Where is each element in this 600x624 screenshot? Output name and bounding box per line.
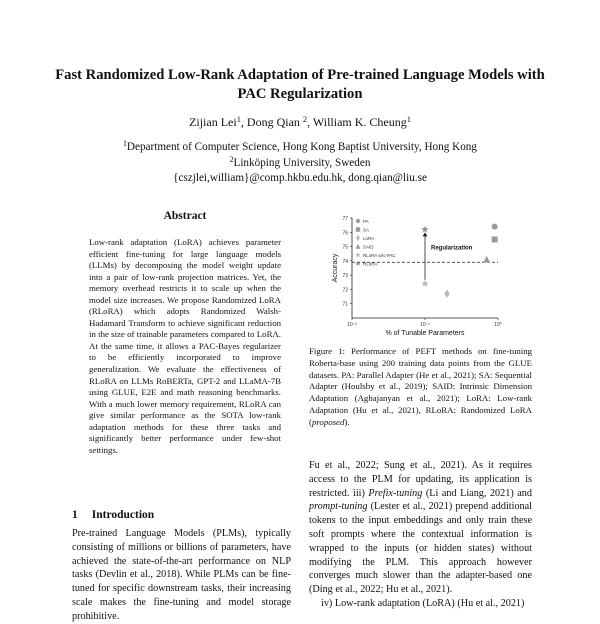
y-tick-label: 76 bbox=[342, 230, 348, 237]
text-run: (Lester et al., 2021) prepend additional tokens to the input embeddings and only train these soft prompts where the contextual information is wrapped to the inputs (or hidden states) without modifying the PLM. This approach however converges much slower than the adapter-based one (Ding et al., 2022; Hu et al., 2021). bbox=[309, 501, 532, 596]
data-point-rlora bbox=[421, 226, 428, 233]
right-column-text bbox=[309, 459, 532, 611]
caption-italic: proposed bbox=[311, 416, 345, 427]
section-title: Introduction bbox=[91, 509, 155, 521]
affil-text: Linköping University, Sweden bbox=[233, 156, 371, 169]
paper-title: Fast Randomized Low-Rank Adaptation of Pre-trained Language Models with PAC Regularization bbox=[55, 67, 545, 102]
author-affil-mark: 1 bbox=[406, 115, 411, 124]
figure-1 bbox=[318, 208, 523, 338]
italic-term: prompt-tuning bbox=[309, 501, 368, 513]
x-tick-label: 10⁻¹ bbox=[420, 322, 430, 328]
affil-mark: 2 bbox=[229, 154, 234, 164]
legend-marker bbox=[356, 235, 360, 241]
scatter-chart bbox=[318, 208, 523, 338]
y-axis-label: Accuracy bbox=[332, 253, 339, 283]
body-paragraph bbox=[309, 459, 532, 597]
data-point-lora bbox=[444, 290, 449, 298]
section-number: 1 bbox=[72, 509, 78, 521]
caption-text: Figure 1: Performance of PEFT methods on fine-tuning Roberta-base using 200 training data points from the GLUE datasets. PA: Parallel Adapter (He et al., 2021); SA: Sequential Adapter (Houlsby et al., 2019); SAID: Intrinsic Dimension Adaptation (Aghajanyan et al., 2021); LoRA: Low-rank Adaptation (Hu et al., 2021), RLoRA: Randomized LoRA ( bbox=[309, 346, 532, 427]
text-run: (Li and Liang, 2021) and bbox=[422, 487, 532, 499]
section-heading-introduction bbox=[72, 509, 154, 521]
x-axis-label: % of Tunable Parameters bbox=[385, 330, 465, 337]
x-tick-label: 10⁰ bbox=[494, 322, 502, 328]
y-tick-label: 74 bbox=[342, 258, 348, 265]
author-affil-mark: 1 bbox=[236, 115, 241, 124]
abstract-heading: Abstract bbox=[163, 210, 207, 222]
legend-label: LoRA bbox=[363, 236, 375, 241]
data-point-said bbox=[483, 256, 490, 263]
author-list: Zijian Lei$^1$, Dong Qian $^2$, William K. Cheung$^1$ bbox=[189, 115, 411, 129]
italic-term: Prefix-tuning bbox=[368, 487, 423, 499]
y-tick-label: 75 bbox=[342, 244, 348, 251]
affil-mark: 1 bbox=[123, 139, 127, 148]
affiliation-line bbox=[40, 140, 560, 156]
affiliations bbox=[40, 140, 560, 187]
affiliation-line bbox=[40, 156, 560, 172]
legend-label: RLoRA bbox=[363, 261, 378, 267]
intro-paragraph: Pre-trained Language Models (PLMs), typically consisting of millions or billions of parameters, have achieved the state-of-the-art performance on NLP tasks (Devlin et al., 2018). While PLMs can be fine-tuned for specific downstream tasks, their increasing scale makes the fine-tuning and model storage prohibitive. bbox=[72, 528, 291, 622]
affil-text: Department of Computer Science, Hong Kong Baptist University, Hong Kong bbox=[126, 141, 477, 153]
regularization-arrowhead bbox=[423, 232, 428, 236]
y-tick-label: 72 bbox=[342, 287, 348, 294]
y-tick-label: 77 bbox=[342, 216, 348, 222]
author-affil-mark: 2 bbox=[302, 115, 308, 124]
legend-marker bbox=[356, 219, 360, 223]
x-tick-label: 10⁻² bbox=[347, 322, 357, 328]
author-name: William K. Cheung bbox=[312, 115, 407, 129]
author-name: Zijian Lei bbox=[189, 115, 237, 129]
email-line: {cszjlei,william}@comp.hkbu.edu.hk, dong.qian@liu.se bbox=[173, 172, 427, 184]
text-run: Fu et al., 2022; Sung et al., 2021). As it requires access to the PLM for updating, its application is restricted. iii) bbox=[309, 460, 532, 499]
data-point-pa bbox=[492, 224, 498, 230]
data-point-rlora-w-o-pac bbox=[421, 280, 428, 287]
legend-label: PA bbox=[363, 219, 369, 224]
abstract-text: Low-rank adaptation (LoRA) achieves parameter efficient fine-tuning for large language models (LLMs) by decomposing the model weight update into a pair of low-rank projection matrices. Yet, the memory overhead restricts it to scale up when the model size increases. We propose Randomized LoRA (RLoRA) which adopts Randomized Walsh-Hadamard Transform to achieve significant reduction in the size of trainable parameters compared to LoRA. At the same time, it allows a PAC-Bayes regularizer to be efficiently incorporated to improve generalization. We evaluate the effectiveness of RLoRA on LLMs RoBERTa, GPT-2 and LLaMA-7B using GLUE, E2E and math reasoning benchmarks. With a much lower memory requirement, RLoRA can give similar performance as the SOTA low-rank adaptation methods for these three tasks and significantly better performance under few-shot settings. bbox=[89, 237, 281, 455]
regularization-annotation: Regularization bbox=[431, 245, 473, 252]
author-name: Dong Qian bbox=[246, 115, 300, 129]
abstract-body bbox=[89, 237, 281, 456]
y-tick-label: 73 bbox=[342, 273, 348, 280]
figure-caption bbox=[309, 346, 532, 428]
caption-end: ). bbox=[344, 416, 350, 427]
legend-label: SAID bbox=[363, 244, 374, 250]
introduction-body bbox=[72, 527, 291, 624]
legend-marker bbox=[355, 252, 360, 257]
legend-label: RLoRA w/o PAC bbox=[363, 253, 396, 258]
legend-marker bbox=[356, 244, 361, 249]
legend-marker bbox=[355, 261, 360, 266]
legend-label: SA bbox=[363, 227, 370, 233]
data-point-sa bbox=[492, 236, 498, 242]
legend-marker bbox=[356, 227, 360, 231]
body-paragraph: iv) Low-rank adaptation (LoRA) (Hu et al., 2021) bbox=[321, 597, 525, 609]
y-tick-label: 71 bbox=[342, 301, 348, 308]
